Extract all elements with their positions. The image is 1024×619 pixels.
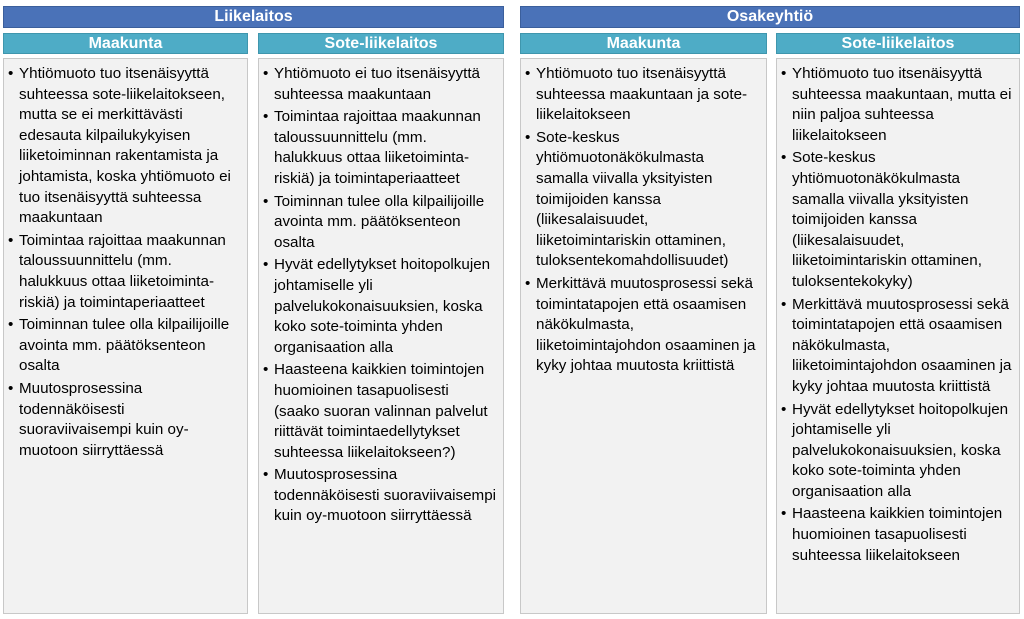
bullet-text: Yhtiömuoto tuo itsenäisyyttä suhteessa maakuntaan ja sote-liikelaitokseen bbox=[536, 65, 748, 124]
bullet-text: Toimintaa rajoittaa maakunnan taloussuunnittelu (mm. halukkuus ottaa liiketoiminta-riskiä) ja toimintaperiaatteet bbox=[19, 231, 226, 311]
column-body-maakunta-osakeyhtio bbox=[520, 58, 767, 614]
bullet-item bbox=[525, 274, 760, 377]
column-body-sote-liikelaitos-liikelaitos bbox=[258, 58, 504, 614]
bullet-text: Merkittävä muutosprosessi sekä toimintatapojen että osaamisen näkökulmasta, liiketoimintajohdon osaaminen ja kyky johtaa muutosta kriittistä bbox=[792, 295, 1012, 395]
bullet-icon: • bbox=[263, 108, 269, 126]
bullet-item bbox=[263, 255, 497, 358]
column-body-maakunta-liikelaitos bbox=[3, 58, 248, 614]
bullet-icon: • bbox=[781, 149, 787, 167]
bullet-text: Toimintaa rajoittaa maakunnan taloussuunnittelu (mm. halukkuus ottaa liiketoiminta-riskiä) ja toimintaperiaatteet bbox=[274, 108, 481, 187]
bullet-list bbox=[525, 64, 760, 377]
bullet-icon: • bbox=[781, 505, 787, 523]
bullet-text: Yhtiömuoto tuo itsenäisyyttä suhteessa maakuntaan, mutta ei niin paljoa suhteessa liikelaitokseen bbox=[792, 65, 1012, 144]
bullet-item bbox=[781, 148, 1013, 292]
bullet-item bbox=[781, 504, 1013, 566]
bullet-icon: • bbox=[263, 466, 269, 484]
bullet-icon: • bbox=[525, 65, 531, 82]
bullet-icon: • bbox=[263, 65, 269, 82]
bullet-list bbox=[8, 64, 241, 461]
bullet-icon: • bbox=[8, 316, 14, 334]
bullet-text: Merkittävä muutosprosessi sekä toimintatapojen että osaamisen näkökulmasta, liiketoimintajohdon osaaminen ja kyky johtaa muutosta kriittistä bbox=[536, 274, 756, 375]
bullet-item bbox=[8, 231, 241, 313]
bullet-item bbox=[263, 64, 497, 105]
bullet-item bbox=[8, 64, 241, 229]
bullet-text: Toiminnan tulee olla kilpailijoille avointa mm. päätöksenteon osalta bbox=[274, 192, 485, 251]
bullet-icon: • bbox=[525, 274, 531, 292]
bullet-text: Yhtiömuoto tuo itsenäisyyttä suhteessa sote-liikelaitokseen, mutta se ei merkittävästi edesauta kilpailukykyisen liiketoiminnan rakentamista ja johtamista, koska yhtiömuoto ei tuo itsenäisyyttä suhteessa maakuntaan bbox=[19, 65, 231, 227]
bullet-item bbox=[781, 295, 1013, 398]
bullet-text: Muutosprosessina todennäköisesti suoraviivaisempi kuin oy-muotoon siirryttäessä bbox=[274, 466, 497, 525]
bullet-item bbox=[8, 315, 241, 377]
bullet-text: Muutosprosessina todennäköisesti suoraviivaisempi kuin oy-muotoon siirryttäessä bbox=[19, 379, 189, 459]
bullet-text: Haasteena kaikkien toimintojen huomioinen tasapuolisesti (saako suoran valinnan palvelut riittävät toimintaedellytykset suhteessa liikelaitokseen?) bbox=[274, 361, 488, 461]
bullet-item bbox=[8, 379, 241, 461]
bullet-text: Yhtiömuoto ei tuo itsenäisyyttä suhteessa maakuntaan bbox=[274, 65, 480, 103]
group-header-liikelaitos: Liikelaitos bbox=[3, 6, 504, 28]
column-body-sote-liikelaitos-osakeyhtio bbox=[776, 58, 1020, 614]
bullet-list bbox=[263, 64, 497, 527]
bullet-item bbox=[781, 400, 1013, 503]
bullet-icon: • bbox=[781, 400, 787, 418]
bullet-item bbox=[263, 360, 497, 463]
bullet-icon: • bbox=[263, 192, 269, 210]
bullet-icon: • bbox=[8, 65, 14, 82]
bullet-list bbox=[781, 64, 1013, 566]
bullet-icon: • bbox=[781, 65, 787, 82]
bullet-icon: • bbox=[263, 361, 269, 379]
column-header-maakunta-liikelaitos: Maakunta bbox=[3, 33, 248, 54]
bullet-text: Toiminnan tulee olla kilpailijoille avointa mm. päätöksenteon osalta bbox=[19, 316, 230, 375]
bullet-text: Haasteena kaikkien toimintojen huomioinen tasapuolisesti suhteessa liikelaitokseen bbox=[792, 505, 1003, 564]
bullet-item bbox=[263, 107, 497, 189]
group-header-osakeyhtio: Osakeyhtiö bbox=[520, 6, 1020, 28]
bullet-item bbox=[525, 64, 760, 126]
bullet-item bbox=[525, 128, 760, 272]
column-header-sote-liikelaitos-liikelaitos: Sote-liikelaitos bbox=[258, 33, 504, 54]
bullet-text: Sote-keskus yhtiömuotonäkökulmasta samalla viivalla yksityisten toimijoiden kanssa (liikesalaisuudet, liiketoimintariskin ottaminen, tuloksentekomahdollisuudet) bbox=[536, 128, 729, 270]
column-header-sote-liikelaitos-osakeyhtio: Sote-liikelaitos bbox=[776, 33, 1020, 54]
column-header-maakunta-osakeyhtio: Maakunta bbox=[520, 33, 767, 54]
bullet-icon: • bbox=[8, 379, 14, 397]
bullet-item bbox=[781, 64, 1013, 146]
bullet-icon: • bbox=[525, 128, 531, 146]
bullet-item bbox=[263, 192, 497, 254]
bullet-icon: • bbox=[8, 231, 14, 249]
bullet-text: Hyvät edellytykset hoitopolkujen johtamiselle yli palvelukokonaisuuksien, koska koko sote-toiminta yhden organisaation alla bbox=[792, 400, 1009, 500]
bullet-icon: • bbox=[263, 256, 269, 274]
bullet-item bbox=[263, 465, 497, 527]
bullet-text: Hyvät edellytykset hoitopolkujen johtamiselle yli palvelukokonaisuuksien, koska koko sote-toiminta yhden organisaation alla bbox=[274, 256, 491, 356]
bullet-icon: • bbox=[781, 295, 787, 313]
bullet-text: Sote-keskus yhtiömuotonäkökulmasta samalla viivalla yksityisten toimijoiden kanssa (liikesalaisuudet, liiketoimintariskin ottaminen, tuloksentekokyky) bbox=[792, 149, 982, 290]
